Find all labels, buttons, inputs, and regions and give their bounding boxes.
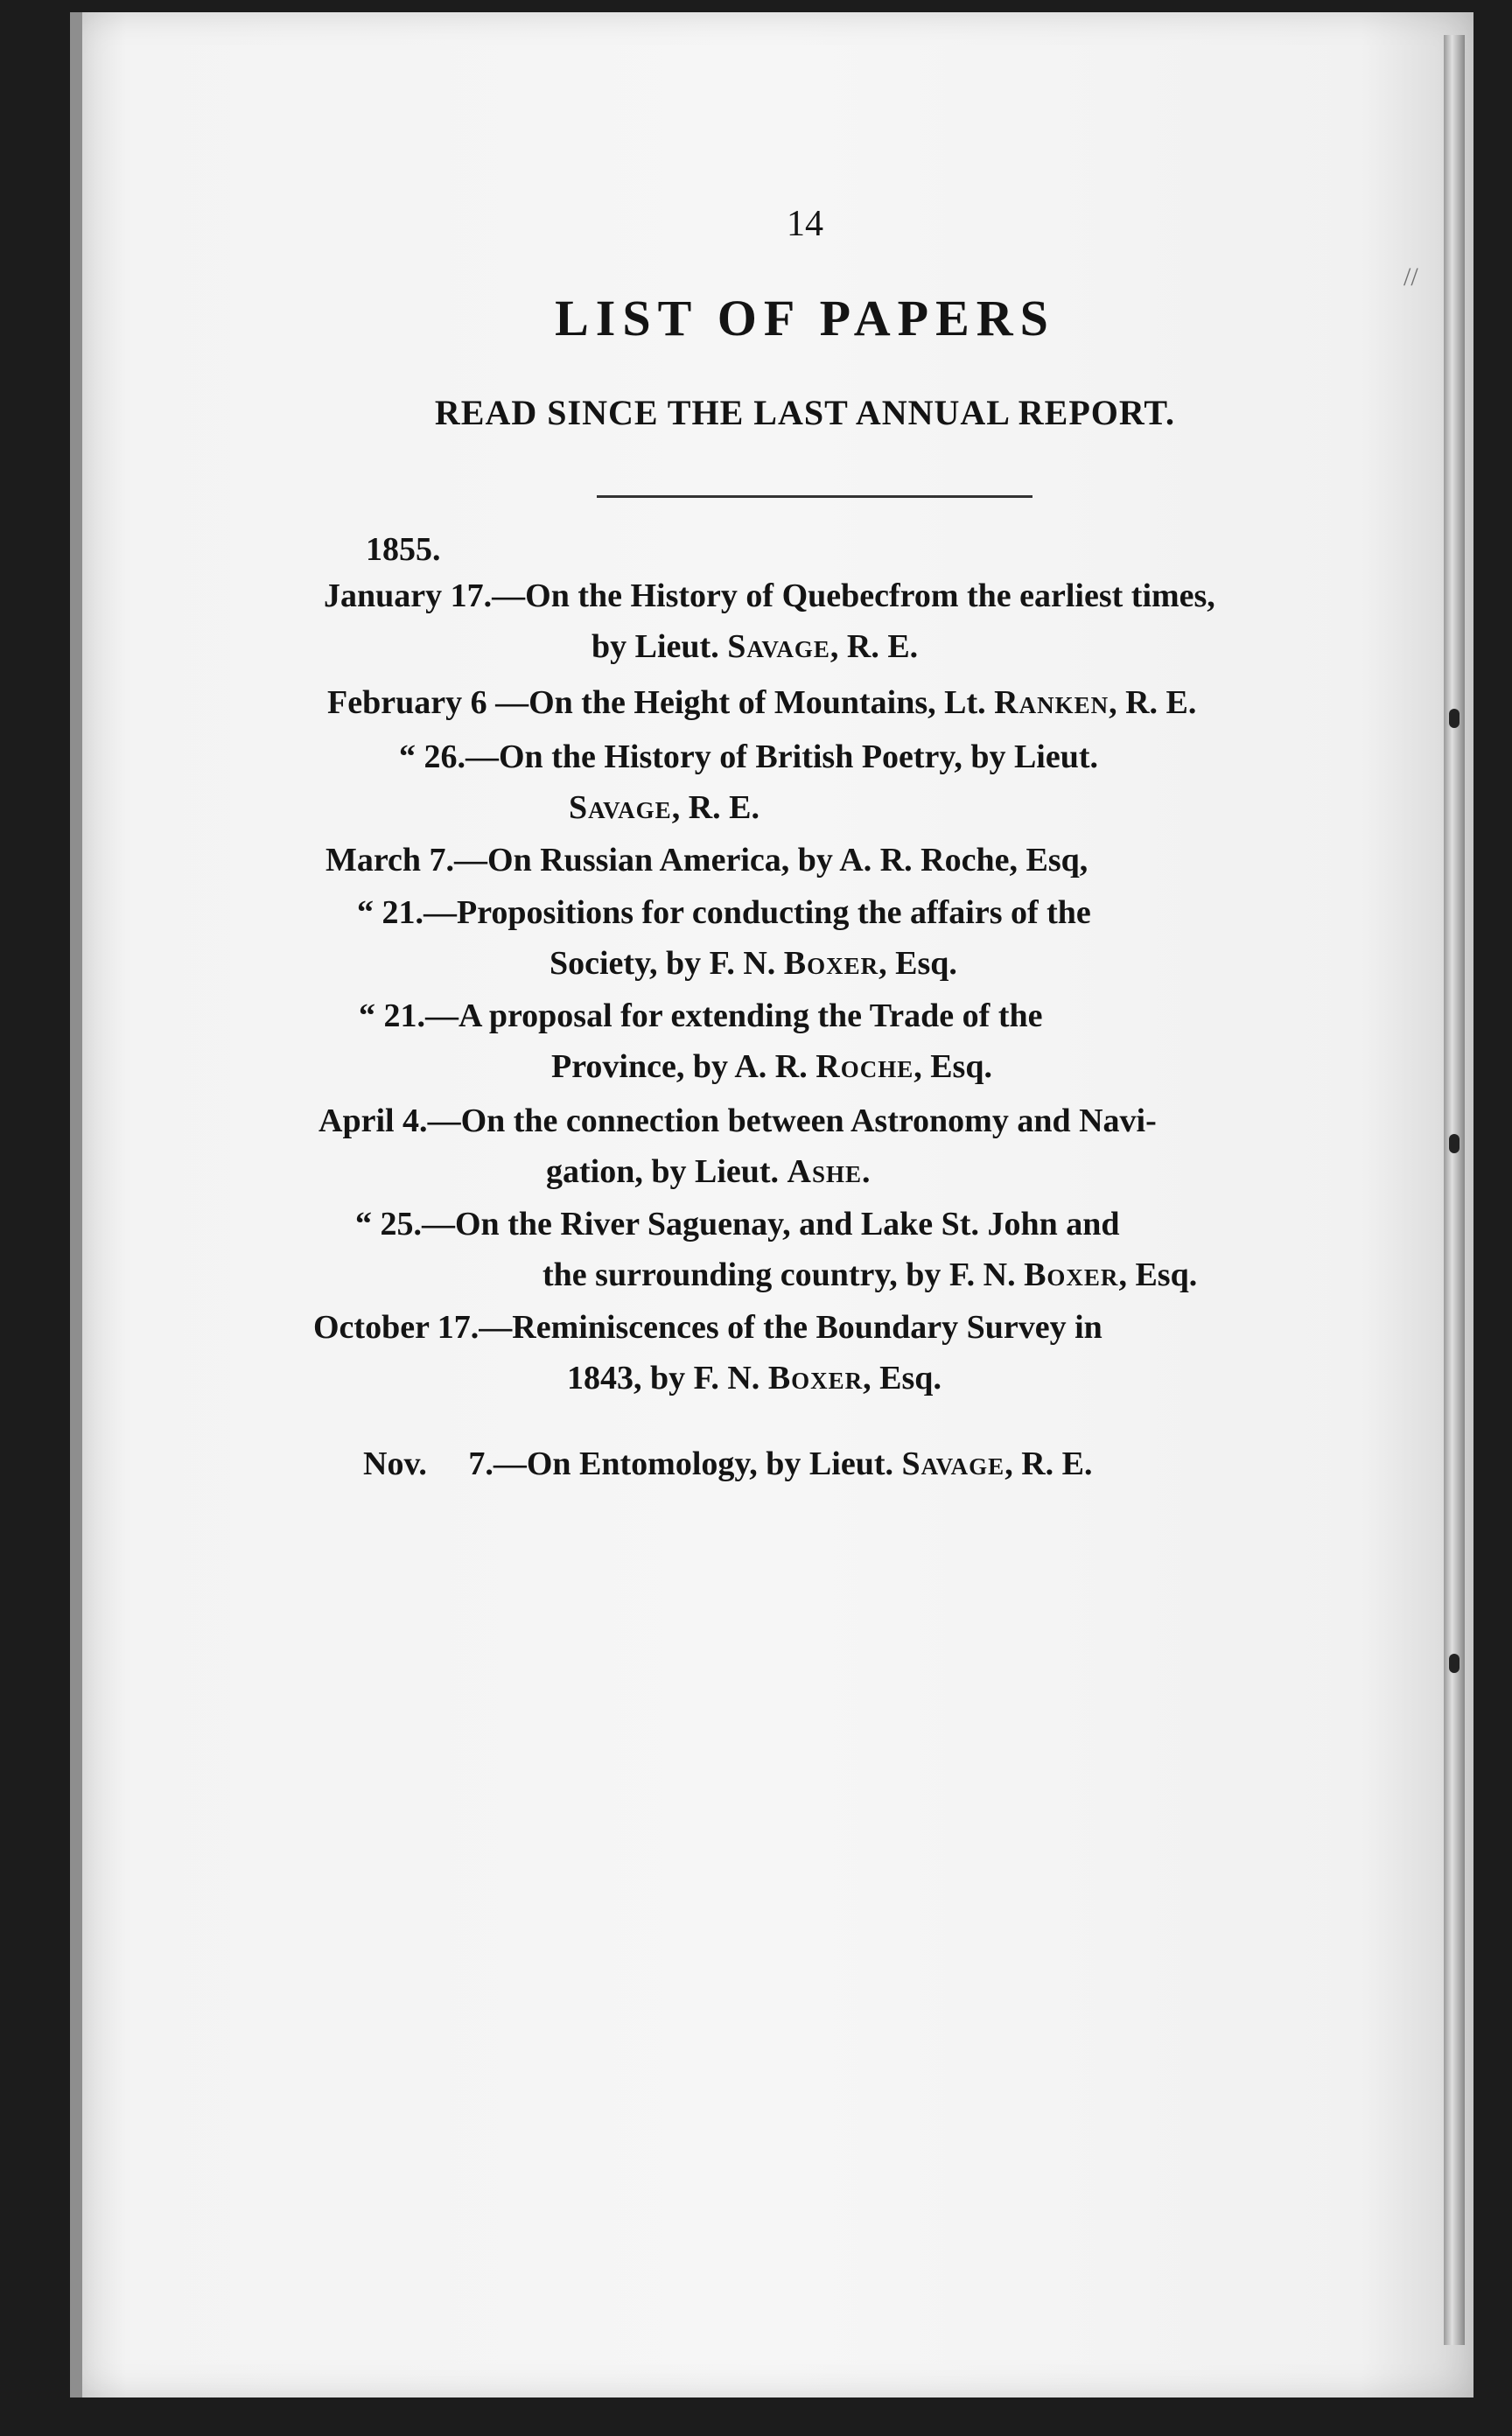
entry-date: April 4. bbox=[318, 1102, 428, 1139]
entry-text: —On the connection between Astronomy and Navi- bbox=[427, 1102, 1157, 1139]
author-name: Boxer bbox=[1024, 1256, 1119, 1293]
list-item-continuation bbox=[569, 791, 760, 824]
entry-text: by Lieut. bbox=[592, 628, 728, 665]
author-name: Savage bbox=[901, 1446, 1005, 1482]
entry-text: —On Russian America, by A. R. Roche, Esq, bbox=[454, 842, 1088, 878]
list-item bbox=[326, 844, 1088, 877]
entry-text: , Esq. bbox=[1118, 1256, 1198, 1293]
author-name: Boxer bbox=[767, 1360, 864, 1396]
entry-date: “ 21. bbox=[359, 998, 425, 1034]
list-item bbox=[357, 896, 1091, 929]
entry-text: , Esq. bbox=[863, 1360, 942, 1396]
entry-text: , Esq. bbox=[914, 1048, 992, 1085]
entry-text: , R. E. bbox=[671, 789, 760, 826]
entry-text: —Propositions for conducting the affairs of the bbox=[424, 894, 1091, 931]
list-item bbox=[313, 1414, 1092, 1514]
entry-text: Province, by A. R. bbox=[551, 1048, 816, 1085]
list-item-continuation bbox=[542, 1258, 1197, 1292]
entry-date: Nov. 7. bbox=[363, 1446, 494, 1482]
entry-text: —On Entomology, by Lieut. bbox=[493, 1446, 902, 1482]
list-item bbox=[355, 1208, 1120, 1241]
entry-text: —Reminiscences of the Boundary Survey in bbox=[479, 1309, 1102, 1346]
entry-text: —On the River Saguenay, and Lake St. John and bbox=[422, 1206, 1120, 1242]
list-item-continuation bbox=[551, 1050, 992, 1083]
year-heading: 1855. bbox=[366, 531, 441, 568]
list-item-continuation bbox=[592, 630, 918, 663]
entry-date: March 7. bbox=[326, 842, 455, 878]
entry-text: gation, by Lieut. bbox=[546, 1153, 788, 1190]
list-item-continuation bbox=[550, 947, 957, 980]
author-name: Roche bbox=[816, 1048, 914, 1085]
entry-text: 1843, by F. N. bbox=[567, 1360, 768, 1396]
entry-date: “ 25. bbox=[355, 1206, 422, 1242]
entry-text: , Esq. bbox=[878, 945, 957, 982]
entry-text: , R. E. bbox=[1004, 1446, 1093, 1482]
list-item bbox=[359, 999, 1043, 1032]
author-name: Ranken bbox=[994, 684, 1110, 721]
entry-date: February 6 bbox=[327, 684, 487, 721]
page-subtitle: READ SINCE THE LAST ANNUAL REPORT. bbox=[434, 393, 1176, 432]
list-item bbox=[318, 1104, 1157, 1138]
author-name: Savage bbox=[569, 789, 672, 826]
entry-date: October 17. bbox=[313, 1309, 480, 1346]
entry-text: —On the Height of Mountains, Lt. bbox=[486, 684, 995, 721]
list-item bbox=[327, 686, 1196, 719]
margin-mark: // bbox=[1404, 262, 1418, 291]
author-name: Boxer bbox=[783, 945, 879, 982]
entry-text: . bbox=[862, 1153, 871, 1190]
entry-date: “ 21. bbox=[357, 894, 424, 931]
entry-date: January 17. bbox=[324, 578, 493, 614]
entry-date: “ 26. bbox=[399, 738, 466, 775]
list-item-continuation bbox=[546, 1155, 871, 1188]
entry-text: , R. E. bbox=[1109, 684, 1197, 721]
page-number: 14 bbox=[787, 204, 823, 244]
list-item bbox=[313, 1311, 1102, 1344]
author-name: Ashe bbox=[787, 1153, 863, 1190]
entry-text: the surrounding country, by F. N. bbox=[542, 1256, 1025, 1293]
entry-text: —On the History of British Poetry, by Lieut. bbox=[466, 738, 1099, 775]
entry-text: —On the History of Quebecfrom the earliest times, bbox=[492, 578, 1215, 614]
entry-text: —A proposal for extending the Trade of the bbox=[425, 998, 1043, 1034]
list-item bbox=[399, 740, 1098, 774]
decorative-rule bbox=[597, 495, 1032, 498]
list-item bbox=[324, 579, 1215, 612]
page-title: LIST OF PAPERS bbox=[555, 290, 1055, 346]
author-name: Savage bbox=[727, 628, 830, 665]
entry-text: , R. E. bbox=[830, 628, 919, 665]
entry-text: Society, by F. N. bbox=[550, 945, 784, 982]
list-item-continuation bbox=[567, 1362, 942, 1395]
